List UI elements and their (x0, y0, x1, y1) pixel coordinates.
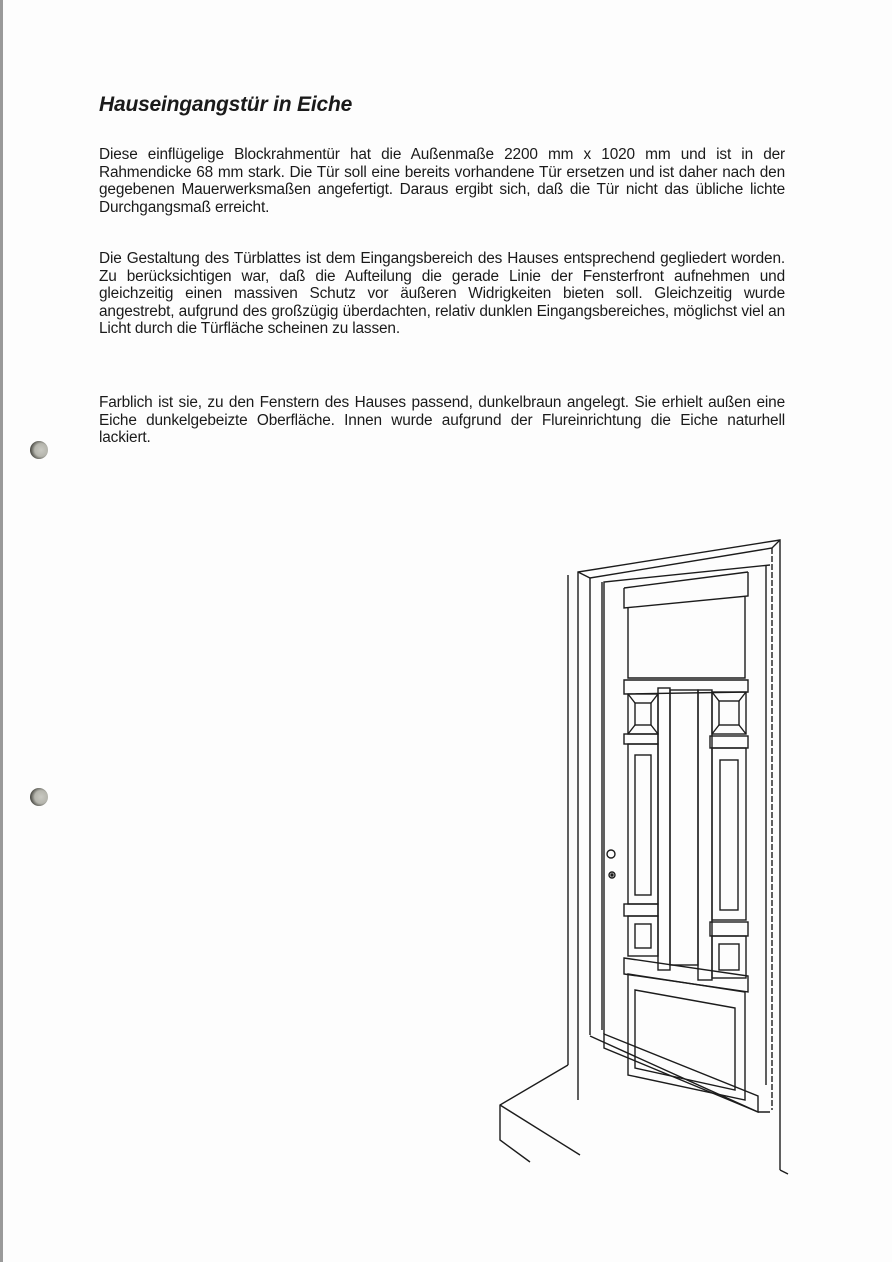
paragraph-color: Farblich ist sie, zu den Fenstern des Hauses passend, dunkelbraun angelegt. Sie erhielt außen eine Eiche dunkelgebeizte Oberfläche. Innen wurde aufgrund der Flureinrichtung die Eiche naturhell lackiert. (99, 394, 785, 447)
paragraph-design: Die Gestaltung des Türblattes ist dem Eingangsbereich des Hauses entsprechend gegliedert worden. Zu berücksichtigen war, daß die Aufteilung die gerade Linie der Fensterfront aufnehmen und gleichzeitig einen massiven Schutz vor äußeren Widrigkeiten bieten soll. Gleichzeitig wurde angestrebt, aufgrund des großzügig überdachten, relativ dunklen Eingangsbereiches, möglichst viel an Licht durch die Türfläche scheinen zu lassen. (99, 250, 785, 338)
punch-hole-icon (30, 441, 48, 459)
right-panel-long (712, 748, 746, 920)
scan-left-edge (0, 0, 3, 1262)
punch-hole-icon (30, 788, 48, 806)
transom-panel (628, 597, 745, 678)
right-band-1 (710, 736, 748, 748)
paragraph-dimensions: Diese einflügelige Blockrahmentür hat die Außenmaße 2200 mm x 1020 mm und ist in der Rahmendicke 68 mm stark. Die Tür soll eine bereits vorhandene Tür ersetzen und ist daher nach den gegebenen Mauerwerksmaßen angefertigt. Daraus ergibt sich, daß die Tür nicht das übliche lichte Durchgangsmaß erreicht. (99, 146, 785, 216)
cross-rail-lower (624, 958, 748, 992)
left-panel-long (628, 744, 658, 904)
left-band-2 (624, 904, 658, 916)
frame-top-inner (578, 540, 780, 578)
bottom-panel (628, 974, 745, 1100)
doorstep (500, 1065, 568, 1162)
center-glass (670, 690, 698, 965)
right-band-2 (710, 922, 748, 936)
page-title: Hauseingangstür in Eiche (99, 93, 353, 116)
door-illustration (490, 530, 800, 1180)
frame-outer (578, 540, 780, 1112)
top-rail-top (624, 572, 748, 588)
sill (590, 1036, 770, 1112)
left-mullion (658, 688, 670, 970)
door-handle-icon (607, 850, 615, 858)
left-panel-bottom (628, 916, 658, 956)
left-band-1 (624, 734, 658, 744)
